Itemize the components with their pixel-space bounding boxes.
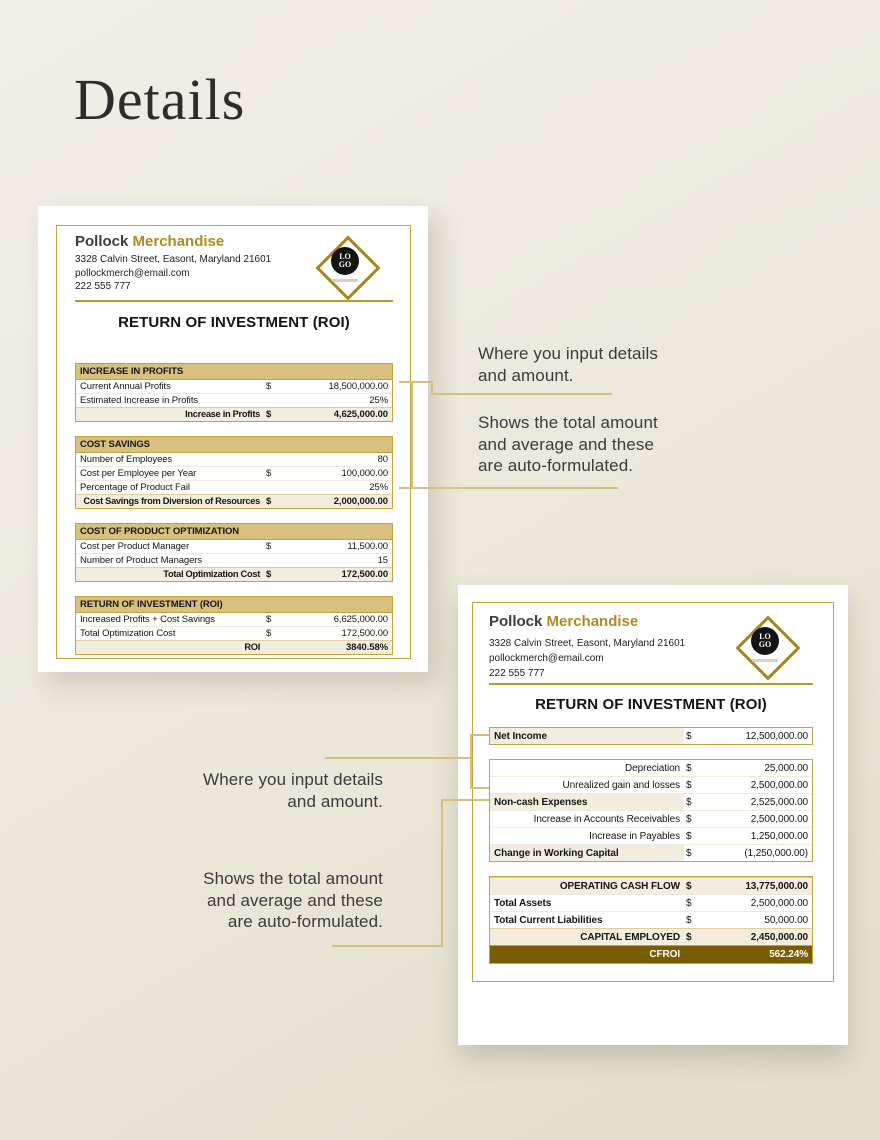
row-value: 4,625,000.00 [333,408,388,420]
table-adjustments [489,759,813,862]
doc-title: RETURN OF INVESTMENT (ROI) [535,696,767,713]
row-value: 2,500,000.00 [750,779,808,791]
row-label: OPERATING CASH FLOW [559,880,680,892]
annotation-line: are auto-formulated. [478,456,634,475]
company-phone: 222 555 777 [489,668,545,679]
row-value: 172,500.00 [341,627,388,639]
connector-line [399,381,433,383]
row-value: 50,000.00 [764,914,808,926]
table-header: INCREASE IN PROFITS [76,364,392,379]
annotation-line: and amount. [478,365,574,385]
row-label: Current Annual Profits [80,380,171,392]
table-row [76,466,392,480]
annotation-line: Where you input details [203,770,383,789]
row-label: ROI [244,642,260,652]
table-row [490,827,812,844]
connector-line [441,799,489,801]
page-title: Details [74,67,246,132]
row-value: 1,250,000.00 [750,830,808,842]
currency-symbol: $ [686,796,692,808]
currency-symbol: $ [266,540,272,552]
table-roi [75,596,393,655]
table-row [490,776,812,793]
logo-text-bottom: GO [338,260,352,269]
annotation-line: and average and these [478,434,655,454]
row-label: Increased Profits + Cost Savings [80,613,215,625]
connector-line [441,799,443,947]
company-address: 3328 Calvin Street, Easont, Maryland 21601 [75,254,272,265]
table-header: RETURN OF INVESTMENT (ROI) [76,597,392,612]
row-value: 15 [377,554,388,566]
company-name-primary: Pollock [75,233,129,250]
company-name-accent: Merchandise [546,613,639,630]
connector-line [470,787,489,789]
connector-line [411,381,413,489]
table-total-row [76,407,392,421]
currency-symbol: $ [686,830,692,842]
table-row [76,379,392,393]
row-value: 25,000.00 [764,762,808,774]
row-label: Percentage of Product Fail [80,481,190,493]
row-value: 100,000.00 [341,467,388,479]
table-row [490,810,812,827]
currency-symbol: $ [266,408,272,420]
table-total-row [76,640,392,654]
logo-circle-icon [751,627,779,655]
row-value: 6,625,000.00 [333,613,388,625]
row-label: Number of Employees [80,453,173,465]
annotation-line: Shows the total amount [478,413,658,432]
logo-text-top: LO [759,632,771,641]
row-value: 13,775,000.00 [745,880,808,892]
table-row [76,553,392,567]
currency-symbol: $ [686,847,692,859]
row-label: CAPITAL EMPLOYED [580,931,680,943]
row-value: 25% [369,394,388,406]
connector-line [470,734,489,736]
table-row [490,793,812,810]
company-phone: 222 555 777 [75,281,131,292]
row-label: Unrealized gain and losses [562,779,680,791]
table-row [490,728,812,744]
currency-symbol: $ [686,914,692,926]
table-cash-flow [489,876,813,964]
row-label: Total Current Liabilities [494,914,603,926]
logo-text-top: LO [339,252,351,261]
table-row [76,539,392,553]
table-row [76,480,392,494]
document-roi-2 [458,585,848,1045]
annotation-line: are auto-formulated. [227,912,383,931]
currency-symbol: $ [686,779,692,791]
table-row [490,894,812,911]
row-value: 172,500.00 [341,568,388,580]
currency-symbol: $ [686,931,692,943]
company-email: pollockmerch@email.com [75,267,190,279]
row-value: 2,525,000.00 [750,796,808,808]
table-cost-savings [75,436,393,509]
row-label: Total Optimization Cost [163,569,260,579]
company-logo-icon [733,613,797,677]
table-total-row [490,877,812,894]
currency-symbol: $ [686,813,692,825]
table-total-row [76,567,392,581]
currency-symbol: $ [266,568,272,580]
row-label: CFROI [649,949,680,960]
logo-caption-decor [752,659,778,662]
currency-symbol: $ [266,380,272,392]
annotation-line: Shows the total amount [203,869,383,888]
company-logo-icon [313,233,377,297]
table-cfroi-row [490,945,812,963]
row-label: Increase in Payables [589,830,680,842]
company-header [75,233,393,294]
currency-symbol: $ [266,627,272,639]
row-value: 25% [369,481,388,493]
row-label: Change in Working Capital [490,845,684,861]
currency-symbol: $ [686,762,692,774]
table-row [490,760,812,776]
table-row [76,612,392,626]
document-roi-1 [38,206,428,672]
currency-symbol: $ [686,897,692,909]
row-label: Net Income [490,728,684,744]
company-address: 3328 Calvin Street, Easont, Maryland 21601 [489,638,686,649]
table-row [76,626,392,640]
row-label: Cost Savings from Diversion of Resources [83,496,260,506]
row-value: 2,500,000.00 [750,813,808,825]
table-total-row [76,494,392,508]
table-header: COST SAVINGS [76,437,392,452]
row-value: 3840.58% [346,641,388,653]
annotation-total-doc1 [478,412,658,477]
row-label: Total Assets [494,897,552,909]
connector-line [431,393,612,395]
company-email: pollockmerch@email.com [489,653,604,664]
row-label: Increase in Accounts Receivables [533,813,680,825]
logo-circle-icon [331,247,359,275]
row-label: Number of Product Managers [80,554,203,566]
gold-divider [75,300,393,302]
table-row [490,911,812,928]
annotation-line: and average and these [206,890,383,910]
currency-symbol: $ [266,613,272,625]
annotation-line: and amount. [287,791,383,811]
annotation-total-doc2 [203,868,383,933]
row-value: 2,450,000.00 [750,931,808,943]
company-name-primary: Pollock [489,613,543,630]
row-value: 11,500.00 [347,540,388,552]
row-label: Estimated Increase in Profits [80,394,199,406]
annotation-input-doc2 [203,769,383,812]
connector-line [332,945,443,947]
table-total-row [490,928,812,945]
row-value: 12,500,000.00 [745,730,808,742]
row-label: Total Optimization Cost [80,627,176,639]
row-value: 2,000,000.00 [333,495,388,507]
row-value: 80 [377,453,388,465]
company-header [489,613,813,681]
row-label: Depreciation [625,762,680,774]
row-value: 18,500,000.00 [328,380,388,392]
currency-symbol: $ [686,730,692,742]
annotation-input-doc1 [478,343,658,386]
table-product-optimization [75,523,393,582]
row-value: 562.24% [769,949,808,960]
connector-line [470,734,472,789]
connector-line [325,757,472,759]
table-header: COST OF PRODUCT OPTIMIZATION [76,524,392,539]
company-name-accent: Merchandise [132,233,225,250]
logo-caption-decor [332,279,358,282]
table-row [76,452,392,466]
table-row [76,393,392,407]
row-value: (1,250,000.00) [744,847,808,859]
annotation-line: Where you input details [478,344,658,363]
currency-symbol: $ [266,495,272,507]
row-label: Cost per Product Manager [80,540,190,552]
table-net-income [489,727,813,745]
row-label: Increase in Profits [185,409,260,419]
logo-text-bottom: GO [758,640,772,649]
doc-title: RETURN OF INVESTMENT (ROI) [118,313,350,331]
table-increase-in-profits [75,363,393,422]
table-row [490,844,812,861]
row-value: 2,500,000.00 [750,897,808,909]
currency-symbol: $ [686,880,692,892]
currency-symbol: $ [266,467,272,479]
row-label: Non-cash Expenses [490,794,684,810]
row-label: Cost per Employee per Year [80,467,197,479]
gold-divider [489,683,813,685]
connector-line [399,487,618,489]
